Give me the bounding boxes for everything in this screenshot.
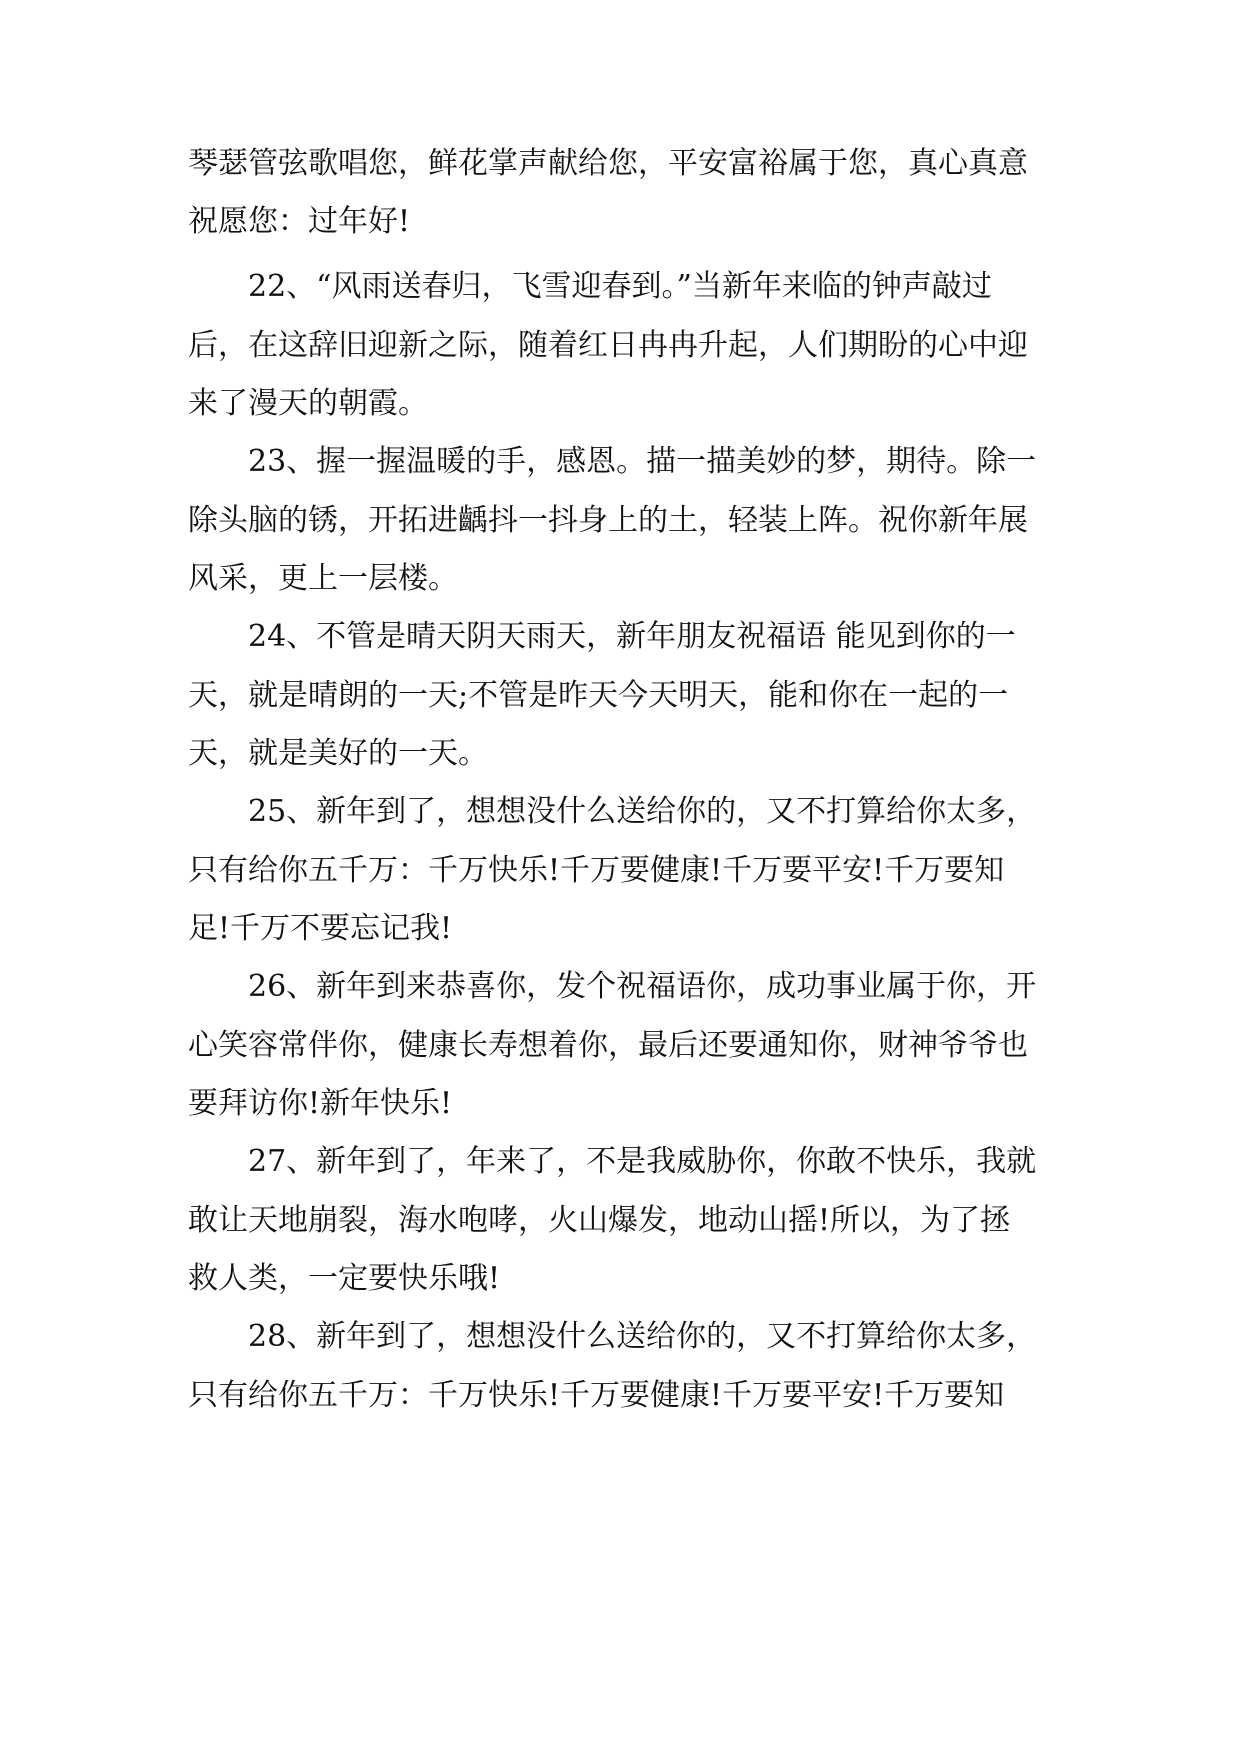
- text-line: 只有给你五千万：千万快乐!千万要健康!千万要平安!千万要知: [188, 853, 1005, 888]
- paragraph-24-line: 24、不管是晴天阴天雨天，新年朋友祝福语 能见到你的一: [248, 619, 1016, 654]
- paragraph-22-line: 22、“风雨送春归，飞雪迎春到。”当新年来临的钟声敲过: [248, 269, 992, 304]
- text-line: 除头脑的锈，开拓进齲抖一抖身上的土，轻装上阵。祝你新年展: [188, 503, 1028, 538]
- text-line: 来了漫天的朝霞。: [188, 386, 428, 421]
- paragraph-27-line: 27、新年到了，年来了，不是我威胁你，你敢不快乐，我就: [248, 1144, 1037, 1179]
- text-line: 祝愿您：过年好!: [188, 204, 411, 239]
- text-line: 心笑容常伴你，健康长寿想着你，最后还要通知你，财神爷爷也: [188, 1028, 1028, 1063]
- text-line: 风采，更上一层楼。: [188, 561, 458, 596]
- text-line: 天，就是美好的一天。: [188, 736, 488, 771]
- text-line: 琴瑟管弦歌唱您，鲜花掌声献给您，平安富裕属于您，真心真意: [188, 146, 1028, 181]
- text-line: 救人类，一定要快乐哦!: [188, 1261, 501, 1296]
- text-line: 足!千万不要忘记我!: [188, 911, 453, 946]
- text-line: 天，就是晴朗的一天;不管是昨天今天明天，能和你在一起的一: [188, 678, 1009, 713]
- text-line: 只有给你五千万：千万快乐!千万要健康!千万要平安!千万要知: [188, 1378, 1005, 1413]
- text-line: 敢让天地崩裂，海水咆哮，火山爆发，地动山摇!所以，为了拯: [188, 1203, 1011, 1238]
- text-line: 要拜访你!新年快乐!: [188, 1086, 453, 1121]
- paragraph-25-line: 25、新年到了，想想没什么送给你的，又不打算给你太多，: [248, 794, 1037, 829]
- paragraph-26-line: 26、新年到来恭喜你，发个祝福语你，成功事业属于你，开: [248, 969, 1037, 1004]
- paragraph-23-line: 23、握一握温暖的手，感恩。描一描美妙的梦，期待。除一: [248, 444, 1037, 479]
- paragraph-28-line: 28、新年到了，想想没什么送给你的，又不打算给你太多，: [248, 1319, 1037, 1354]
- text-line: 后，在这辞旧迎新之际，随着红日冉冉升起，人们期盼的心中迎: [188, 328, 1028, 363]
